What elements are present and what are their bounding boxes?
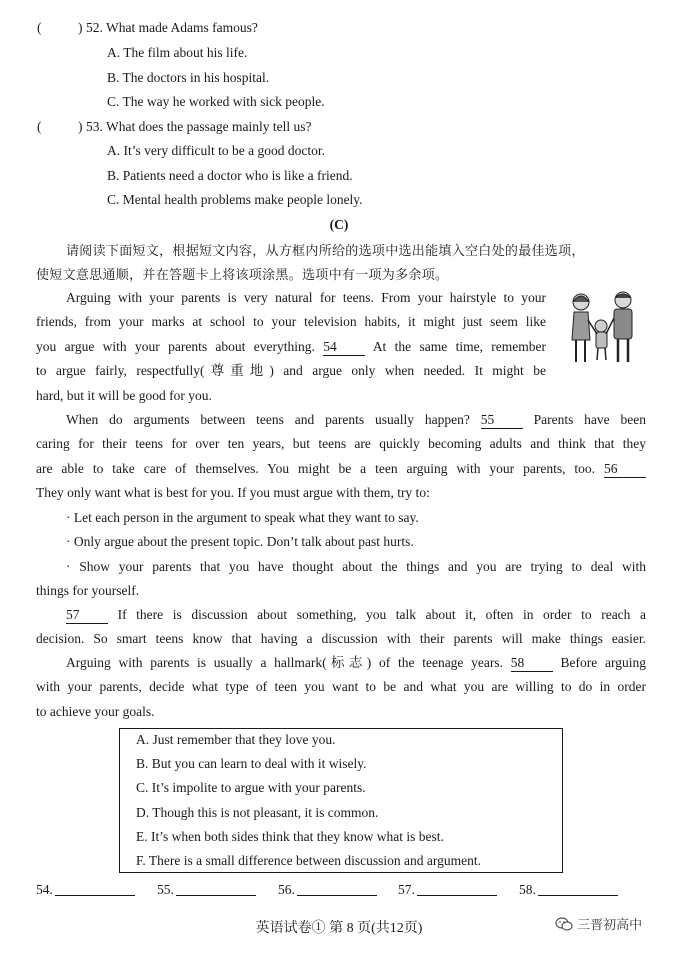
passage-bullets [36,506,646,604]
passage-line [36,335,546,359]
q52-option-b: B. The doctors in his hospital. [107,70,270,85]
passage-text: If there is discussion about something, you talk about it, often in order to reach a [117,607,646,622]
blank-57: 57 [66,607,108,624]
passage-line: with your parents, decide what type of teen you want to be and what you are willing to do in order [36,679,646,695]
passage-text: Arguing with parents is usually a hallmark(标志) of the teenage years. [66,655,504,670]
passage-text: Parents have been [533,412,647,427]
instruction-line-1: 请阅读下面短文，根据短文内容，从方框内所给的选项中选出能填入空白处的最佳选项， [66,244,585,259]
page-footer: 英语试卷① 第 8 页(共12页) [255,921,423,936]
option-d: D. Though this is not pleasant, it is common. [136,805,379,820]
bullet-item: · Let each person in the argument to speak what they want to say. [66,510,419,525]
family-illustration [561,288,645,366]
passage-line: hard, but it will be good for you. [36,387,212,403]
passage-line: to argue fairly, respectfully(尊重地) and argue only when needed. It might be [36,363,546,379]
answer-56 [278,881,377,898]
q53-option-b: B. Patients need a doctor who is like a friend. [107,168,353,183]
blank-54: 54 [323,339,365,356]
q52-paren-close: ) [78,20,83,35]
answer-label: 57. [398,882,415,897]
answer-58 [519,881,618,898]
option-e: E. It’s when both sides think that they know what is best. [136,829,444,844]
answer-blank[interactable] [538,881,618,896]
option-a: A. Just remember that they love you. [136,732,336,747]
passage-paragraph-1 [36,286,546,408]
q52-paren-open: ( [37,20,42,35]
passage-line: Arguing with your parents is very natural for teens. From your hairstyle to your [66,290,546,305]
passage-text: At the same time, remember [372,338,546,354]
instruction-line-2: 使短文意思通顺，并在答题卡上将该项涂黑。选项中有一项为多余项。 [36,268,449,283]
q53-option-c: C. Mental health problems make people lonely. [107,192,363,207]
passage-line [36,651,646,675]
passage-text: When do arguments between teens and parents usually happen? [66,412,470,427]
answer-label: 55. [157,882,174,897]
passage-line: They only want what is best for you. If you must argue with them, try to: [36,485,430,501]
bullet-item: · Show your parents that you have thought about the things and you are trying to deal with [66,558,646,574]
passage-text: Before arguing [560,655,646,670]
passage-paragraph-4 [36,651,646,724]
passage-text: you argue with your parents about everything. [36,338,315,354]
answer-label: 58. [519,882,536,897]
watermark [555,914,642,933]
answer-blank[interactable] [55,881,135,896]
passage-paragraph-2 [36,408,646,506]
answer-label: 56. [278,882,295,897]
answer-54 [36,881,135,898]
q52-option-c: C. The way he worked with sick people. [107,94,325,109]
passage-line: caring for their teens for over ten years, but teens are quickly becoming adults and think that they [36,436,646,452]
section-heading: (C) [329,217,349,232]
q53-stem: 53. What does the passage mainly tell us? [86,119,312,134]
passage-paragraph-3 [36,603,646,652]
answer-blank[interactable] [176,881,256,896]
answer-57 [398,881,497,898]
passage-line: decision. So smart teens know that having a discussion with their parents will make things easier. [36,631,646,647]
bullet-item: things for yourself. [36,583,140,599]
option-b: B. But you can learn to deal with it wisely. [136,756,367,771]
answer-label: 54. [36,882,53,897]
q53-paren-close: ) [78,119,83,134]
passage-line: friends, from your marks at school to your television habits, it might just seem like [36,314,546,330]
wechat-icon [555,917,573,931]
passage-text: are able to take care of themselves. You might be a teen arguing with your parents, too. [36,460,596,476]
q53-paren-open: ( [37,119,42,134]
blank-58: 58 [511,655,553,672]
passage-line: to achieve your goals. [36,703,155,719]
answer-55 [157,881,256,898]
blank-55: 55 [481,412,523,429]
blank-56: 56 [604,461,646,478]
bullet-item: · Only argue about the present topic. Don’t talk about past hurts. [66,534,414,550]
q53-option-a: A. It’s very difficult to be a good doctor. [107,143,325,158]
answer-blank[interactable] [297,881,377,896]
option-c: C. It’s impolite to argue with your parents. [136,780,366,795]
q52-option-a: A. The film about his life. [107,45,248,60]
option-f: F. There is a small difference between discussion and argument. [136,853,481,868]
options-box [119,728,563,873]
q52-stem: 52. What made Adams famous? [86,20,258,35]
answer-blank[interactable] [417,881,497,896]
passage-line [36,457,646,481]
passage-line [36,603,646,627]
passage-line [36,408,646,432]
watermark-text: 三晋初高中 [577,918,643,933]
